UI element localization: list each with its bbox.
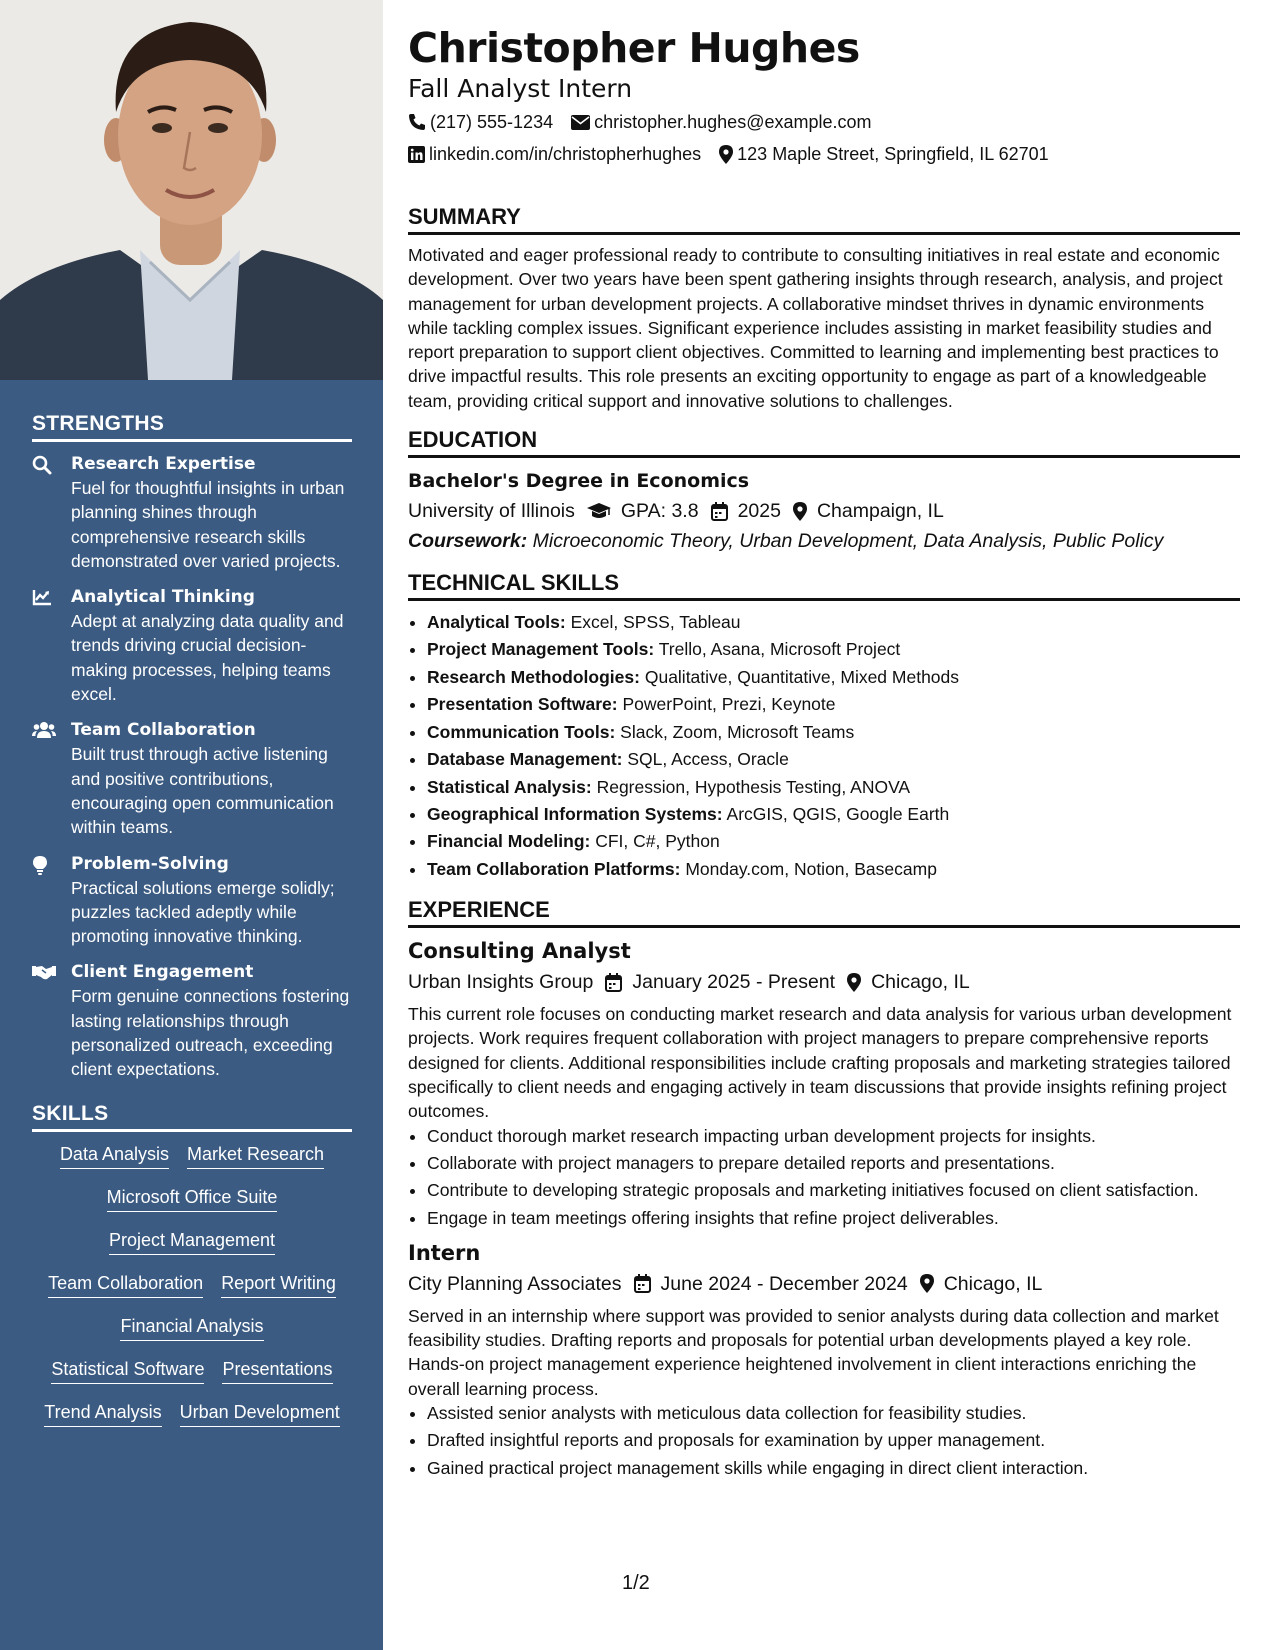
education-heading: EDUCATION bbox=[408, 427, 1240, 458]
list-item: • Assisted senior analysts with meticulous data collection for feasibility studies. bbox=[427, 1401, 1240, 1425]
degree: Bachelor's Degree in Economics bbox=[408, 470, 750, 493]
job-location: Chicago, IL bbox=[871, 971, 970, 994]
strength-title: Research Expertise bbox=[71, 454, 256, 474]
map-pin-icon bbox=[793, 502, 807, 521]
skill-values: CFI, C#, Python bbox=[595, 831, 720, 852]
skill-category: Database Management: bbox=[427, 749, 623, 770]
skill-category: Geographical Information Systems: bbox=[427, 803, 723, 824]
skill-category: Research Methodologies: bbox=[427, 666, 640, 687]
graduation-cap-icon bbox=[587, 503, 611, 520]
list-item: • Contribute to developing strategic proposals and marketing initiatives focused on client satisfaction. bbox=[427, 1178, 1240, 1202]
technical-skills-heading: TECHNICAL SKILLS bbox=[408, 570, 1240, 601]
gpa: GPA: 3.8 bbox=[620, 500, 699, 523]
job-summary: Served in an internship where support was provided to senior analysts during data collection and market feasibility studies. Drafting reports and proposals for potential urban developments played a key role. Hands-on project management experience heightened involvement in client interactions enriching the overall learning process. bbox=[408, 1305, 1219, 1399]
strength-item bbox=[32, 718, 352, 839]
chart-line-icon bbox=[32, 588, 54, 608]
strengths-heading: STRENGTHS bbox=[32, 412, 352, 442]
list-item bbox=[427, 691, 1240, 718]
graduation-year: 2025 bbox=[737, 500, 781, 523]
main-content bbox=[408, 22, 1240, 1483]
list-item bbox=[427, 828, 1240, 855]
strength-desc: Built trust through active listening and positive contributions, encouraging open communication within teams. bbox=[71, 744, 334, 838]
list-item bbox=[427, 801, 1240, 828]
company-name: City Planning Associates bbox=[408, 1272, 622, 1295]
education-meta bbox=[408, 496, 1240, 526]
skill-values: Trello, Asana, Microsoft Project bbox=[658, 639, 901, 660]
candidate-title: Fall Analyst Intern bbox=[408, 74, 633, 103]
skill-category: Financial Modeling: bbox=[427, 831, 591, 852]
school-location: Champaign, IL bbox=[816, 500, 944, 523]
technical-skills-list bbox=[408, 609, 1240, 883]
phone-icon bbox=[408, 113, 426, 131]
skill-tag: Report Writing bbox=[221, 1271, 336, 1298]
strength-title: Problem-Solving bbox=[71, 853, 229, 874]
experience-heading: EXPERIENCE bbox=[408, 897, 1240, 928]
skill-row bbox=[32, 1228, 352, 1255]
company-name: Urban Insights Group bbox=[408, 971, 594, 994]
skill-values: SQL, Access, Oracle bbox=[627, 749, 789, 770]
calendar-icon bbox=[634, 1274, 651, 1293]
contact-line bbox=[408, 138, 1240, 170]
map-pin-icon bbox=[920, 1274, 934, 1293]
strength-item bbox=[32, 960, 352, 1081]
handshake-icon bbox=[32, 963, 54, 983]
list-item bbox=[427, 609, 1240, 636]
list-item: • Gained practical project management skills while engaging in direct client interaction. bbox=[427, 1456, 1240, 1480]
strength-desc: Practical solutions emerge solidly; puzzles tackled adeptly while promoting innovative thinking. bbox=[71, 877, 335, 947]
skill-tag: Microsoft Office Suite bbox=[107, 1185, 278, 1212]
list-item bbox=[427, 636, 1240, 663]
skill-row bbox=[32, 1400, 352, 1427]
skill-values: ArcGIS, QGIS, Google Earth bbox=[726, 803, 950, 824]
list-item: • Collaborate with project managers to prepare detailed reports and presentations. bbox=[427, 1151, 1240, 1175]
skills-heading: SKILLS bbox=[32, 1102, 352, 1132]
list-item bbox=[427, 746, 1240, 773]
linkedin-contact[interactable] bbox=[408, 138, 701, 170]
skill-category: Project Management Tools: bbox=[427, 639, 655, 660]
job-entry bbox=[408, 1238, 1240, 1480]
summary-text: Motivated and eager professional ready to contribute to consulting initiatives in real estate and economic development. Over two years have been spent gathering insights through research, analysis, and project management for urban development projects. A collaborative mindset thrives in dynamic environments while tackling complex issues. Significant experience includes assisting in market feasibility studies and report preparation to support client objectives. Committed to learning and implementing best practices to drive impactful results. This role presents an exciting opportunity to engage as part of a knowledgeable team, providing critical support and innovative solutions to challenges. bbox=[408, 245, 1223, 411]
contact-line bbox=[408, 106, 1240, 138]
list-item bbox=[427, 856, 1240, 883]
users-icon bbox=[32, 721, 54, 741]
map-pin-icon bbox=[847, 973, 861, 992]
phone-text: (217) 555-1234 bbox=[430, 112, 554, 132]
linkedin-text: linkedin.com/in/christopherhughes bbox=[429, 144, 702, 164]
job-meta bbox=[408, 966, 1240, 998]
sidebar bbox=[0, 0, 383, 1650]
email-text: christopher.hughes@example.com bbox=[594, 112, 872, 132]
coursework-text: Microeconomic Theory, Urban Development, Data Analysis, Public Policy bbox=[532, 530, 1164, 553]
job-bullets bbox=[408, 1124, 1240, 1230]
skill-category: Team Collaboration Platforms: bbox=[427, 858, 681, 879]
envelope-icon bbox=[571, 115, 590, 130]
strength-title: Analytical Thinking bbox=[71, 587, 255, 608]
job-title: Consulting Analyst bbox=[408, 939, 631, 964]
strength-item bbox=[32, 585, 352, 706]
skill-values: PowerPoint, Prezi, Keynote bbox=[622, 694, 836, 715]
list-item bbox=[427, 664, 1240, 691]
skill-tag: Market Research bbox=[187, 1142, 324, 1169]
map-pin-icon bbox=[719, 145, 733, 164]
skill-tag: Trend Analysis bbox=[44, 1400, 161, 1427]
list-item bbox=[427, 719, 1240, 746]
skill-row bbox=[32, 1357, 352, 1384]
strength-desc: Form genuine connections fostering lasting relationships through personalized outreach, exceeding client expectations. bbox=[71, 986, 350, 1080]
skill-category: Analytical Tools: bbox=[427, 612, 566, 633]
skill-tag: Urban Development bbox=[180, 1400, 340, 1427]
coursework bbox=[408, 526, 1240, 556]
calendar-icon bbox=[605, 973, 622, 992]
skill-values: Slack, Zoom, Microsoft Teams bbox=[620, 721, 855, 742]
skill-row bbox=[32, 1185, 352, 1212]
skill-tag: Data Analysis bbox=[60, 1142, 169, 1169]
skill-values: Monday.com, Notion, Basecamp bbox=[685, 858, 937, 879]
skill-tag: Financial Analysis bbox=[120, 1314, 263, 1341]
strength-item bbox=[32, 852, 352, 949]
skill-tag: Statistical Software bbox=[51, 1357, 204, 1384]
job-dates: January 2025 - Present bbox=[632, 971, 836, 994]
skill-row bbox=[32, 1142, 352, 1169]
skill-category: Communication Tools: bbox=[427, 721, 616, 742]
job-dates: June 2024 - December 2024 bbox=[660, 1272, 908, 1295]
lightbulb-icon bbox=[32, 855, 54, 875]
list-item: • Engage in team meetings offering insights that refine project deliverables. bbox=[427, 1206, 1240, 1230]
skill-values: Excel, SPSS, Tableau bbox=[570, 612, 741, 633]
email-contact[interactable] bbox=[571, 106, 871, 138]
sidebar-content bbox=[32, 412, 352, 1443]
list-item bbox=[427, 774, 1240, 801]
profile-photo bbox=[0, 0, 383, 380]
page-number: 1/2 bbox=[622, 1572, 650, 1594]
address-contact bbox=[719, 138, 1049, 170]
job-title: Intern bbox=[408, 1240, 481, 1265]
job-bullets bbox=[408, 1401, 1240, 1480]
strength-desc: Fuel for thoughtful insights in urban planning shines through comprehensive research skills demonstrated over varied projects. bbox=[71, 478, 345, 571]
skill-tag: Project Management bbox=[109, 1228, 275, 1255]
address-text: 123 Maple Street, Springfield, IL 62701 bbox=[737, 144, 1049, 164]
list-item: • Conduct thorough market research impacting urban development projects for insights. bbox=[427, 1124, 1240, 1148]
calendar-icon bbox=[711, 502, 728, 521]
school-name: University of Illinois bbox=[408, 500, 575, 523]
skill-tag: Team Collaboration bbox=[48, 1271, 203, 1298]
search-icon bbox=[32, 455, 54, 475]
skill-category: Presentation Software: bbox=[427, 694, 618, 715]
skill-tag: Presentations bbox=[222, 1357, 332, 1384]
strength-title: Team Collaboration bbox=[71, 720, 256, 741]
job-entry bbox=[408, 936, 1240, 1230]
job-meta bbox=[408, 1268, 1240, 1300]
strength-title: Client Engagement bbox=[71, 962, 254, 983]
job-location: Chicago, IL bbox=[943, 1272, 1043, 1295]
coursework-label: Coursework: bbox=[408, 530, 528, 553]
candidate-name: Christopher Hughes bbox=[408, 24, 860, 72]
linkedin-icon bbox=[408, 146, 425, 163]
skill-values: Qualitative, Quantitative, Mixed Methods bbox=[644, 666, 960, 687]
skill-values: Regression, Hypothesis Testing, ANOVA bbox=[596, 776, 911, 797]
skill-row bbox=[32, 1271, 352, 1298]
phone-contact[interactable] bbox=[408, 106, 553, 138]
skill-category: Statistical Analysis: bbox=[427, 776, 592, 797]
list-item: • Drafted insightful reports and proposals for examination by upper management. bbox=[427, 1428, 1240, 1452]
strength-item bbox=[32, 452, 352, 573]
strength-desc: Adept at analyzing data quality and trends driving crucial decision-making processes, helping teams excel. bbox=[71, 611, 344, 705]
job-summary: This current role focuses on conducting market research and data analysis for various urban development projects. Work requires frequent collaboration with project managers to prepare comprehensive reports designed for clients. Additional responsibilities include crafting proposals and marketing strategies tailored specifically to client needs and engaging actively in team discussions that provide insights refining project outcomes. bbox=[408, 1004, 1232, 1122]
summary-heading: SUMMARY bbox=[408, 204, 1240, 235]
skill-row bbox=[32, 1314, 352, 1341]
